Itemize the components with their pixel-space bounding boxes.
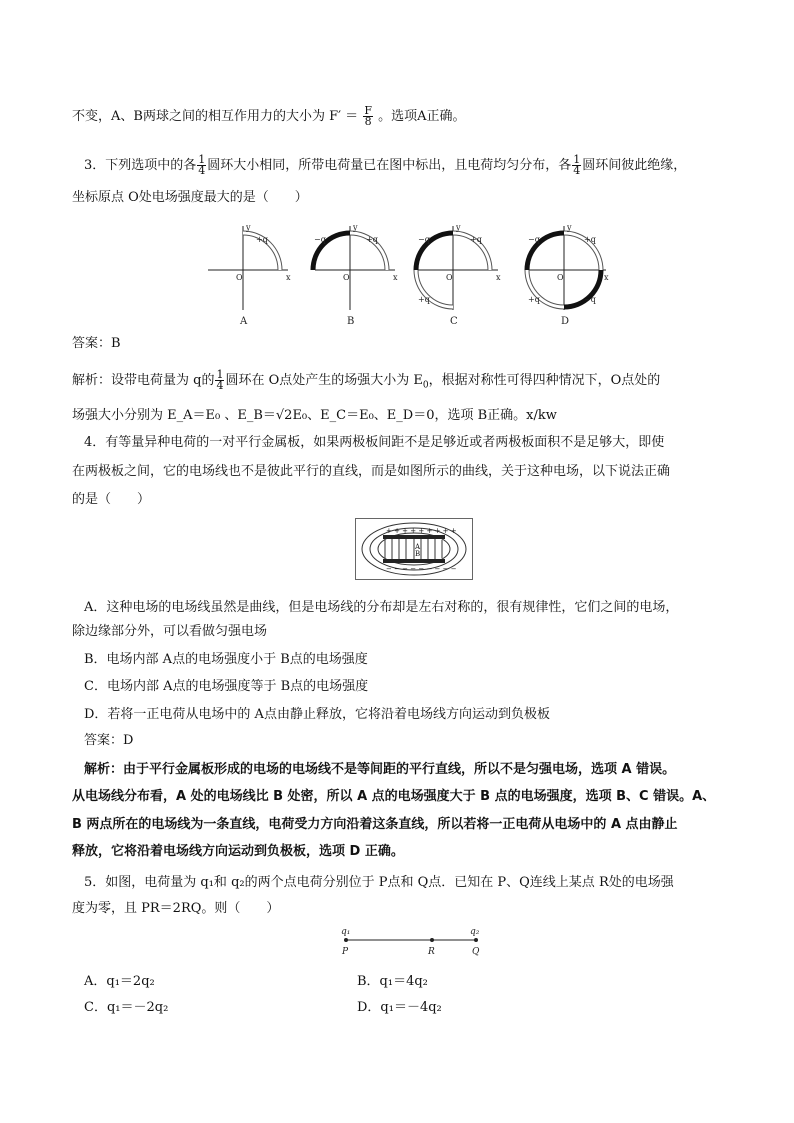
origin-label: O	[236, 273, 243, 282]
q3-text-b: 圆环大小相同，所带电荷量已在图中标出，且电荷均匀分布，各	[207, 158, 572, 173]
charge-label: +q	[528, 295, 540, 304]
charge-label: +q	[418, 295, 430, 304]
q3-stem-line2: 坐标原点 O处电场强度最大的是（ ）	[72, 190, 308, 205]
axis-y-label: y	[353, 223, 358, 232]
q2-text-after: 。选项A正确。	[378, 109, 466, 124]
q3-stem-line1	[84, 155, 686, 176]
charge-q1-label: q₁	[341, 927, 351, 937]
q5-stem-line2: 度为零，且 PR＝2RQ。则（ ）	[72, 901, 280, 916]
q4-answer: 答案：D	[84, 733, 134, 748]
fraction-f-over-8	[363, 106, 373, 127]
origin-label: O	[446, 273, 453, 282]
q3-exp-text-c: ，根据对称性可得四种情况下，O点处的	[428, 373, 661, 388]
charge-label: −q	[584, 295, 596, 304]
q2-conclusion	[72, 106, 466, 127]
q3-exp-text-b: 圆环在 O点处产生的场强大小为 E	[225, 373, 423, 388]
q4-explanation-line3: B 两点所在的电场线为一条直线，电荷受力方向沿着这条直线，所以若将一正电荷从电场中的 A 点由静止	[72, 817, 678, 832]
charge-label: +q	[470, 235, 482, 244]
axis-x-label: x	[393, 273, 398, 282]
q4-stem-line3: 的是（ ）	[72, 492, 151, 507]
frac-den: 4	[198, 164, 206, 177]
frac-num: 1	[198, 153, 206, 166]
figure-label-d: D	[561, 316, 570, 327]
axis-x-label: x	[604, 273, 609, 282]
charge-label: +q	[366, 235, 378, 244]
q3-figure	[200, 218, 620, 330]
svg-text:− − − − − − − − −: − − − − − − − − −	[386, 565, 457, 573]
charge-q2-label: q₂	[470, 927, 480, 937]
option-a-diagram	[208, 226, 288, 310]
frac-den: 4	[573, 164, 581, 177]
frac-num: 1	[573, 153, 581, 166]
point-r-label: R	[428, 947, 435, 957]
q4-stem-line2: 在两极板之间，它的电场线也不是彼此平行的直线，而是如图所示的曲线，关于这种电场，以下说法正确	[72, 464, 671, 479]
origin-label: O	[343, 273, 350, 282]
q5-option-a: A．q₁＝2q₂	[84, 974, 155, 989]
svg-text:+ + + + + + + + +: + + + + + + + + +	[386, 527, 457, 535]
frac-num: F	[364, 104, 372, 117]
fraction-quarter	[197, 155, 206, 176]
q3-text-a: 3．下列选项中的各	[84, 158, 197, 173]
charge-label: −q	[314, 235, 326, 244]
q5-figure	[336, 926, 486, 960]
q4-option-a-line2: 除边缘部分外，可以看做匀强电场	[72, 624, 268, 639]
figure-label-b: B	[347, 316, 355, 327]
fraction-quarter	[215, 370, 224, 391]
q2-text-before: 不变，A、B两球之间的相互作用力的大小为 F′ ＝	[72, 109, 359, 124]
q3-explanation-line1: 解析：设带电荷量为 q的 $\frac{1}{4}$ 圆环在 O点处产生的场强大小为 $E_0$，根据对称性可得四种情况下，O点处的	[72, 368, 661, 392]
axis-y-label: y	[567, 223, 572, 232]
charge-label: −q	[418, 235, 430, 244]
figure-label-c: C	[450, 316, 458, 327]
fraction-quarter	[572, 155, 581, 176]
q3-exp-text-a: 解析：设带电荷量为 q的	[72, 373, 215, 388]
q5-option-c: C．q₁＝－2q₂	[84, 1000, 169, 1015]
q4-explanation-line1: 解析：由于平行金属板形成的电场的电场线不是等间距的平行直线，所以不是匀强电场，选项 A 错误。	[84, 762, 676, 777]
axis-y-label: y	[456, 223, 461, 232]
figure-label-a: A	[240, 316, 248, 327]
charge-label: +q	[584, 235, 596, 244]
q4-explanation-line2: 从电场线分布看，A 处的电场线比 B 处密，所以 A 点的电场强度大于 B 点的电场强度，选项 B、C 错误。A、	[72, 789, 716, 804]
axis-x-label: x	[496, 273, 501, 282]
q4-explanation-line4: 释放，它将沿着电场线方向运动到负极板，选项 D 正确。	[72, 844, 404, 859]
q4-option-a-line1: A．这种电场的电场线虽然是曲线，但是电场线的分布却是左右对称的，很有规律性，它们之间的电场，	[84, 600, 679, 615]
point-q-label: Q	[472, 947, 480, 957]
q4-option-b: B．电场内部 A点的电场强度小于 B点的电场强度	[84, 652, 368, 667]
point-p-label: P	[342, 947, 349, 957]
q3-answer: 答案：B	[72, 336, 121, 351]
frac-den: 4	[216, 379, 224, 392]
q5-option-b: B．q₁＝4q₂	[357, 974, 428, 989]
q3-explanation-line2: 场强大小分别为 E_A＝E₀ 、E_B＝√2E₀、E_C＝E₀、E_D＝0，选项 B正确。x/kw	[72, 408, 557, 423]
q4-stem-line1: 4．有等量异种电荷的一对平行金属板，如果两极板间距不是足够近或者两极板面积不是足够大，即使	[84, 435, 665, 450]
charge-label: +q	[256, 235, 268, 244]
q5-option-d: D．q₁＝－4q₂	[357, 1000, 442, 1015]
q5-stem-line1: 5．如图，电荷量为 q₁和 q₂的两个点电荷分别位于 P点和 Q点．已知在 P、Q连线上某点 R处的电场强	[84, 875, 674, 890]
frac-den: 8	[364, 115, 372, 128]
frac-num: 1	[216, 368, 224, 381]
q4-option-d: D．若将一正电荷从电场中的 A点由静止释放，它将沿着电场线方向运动到负极板	[84, 707, 550, 722]
axis-x-label: x	[286, 273, 291, 282]
q4-field-figure	[355, 518, 473, 580]
point-b-label: B	[415, 550, 421, 558]
origin-label: O	[557, 273, 564, 282]
axis-y-label: y	[246, 223, 251, 232]
q4-option-c: C．电场内部 A点的电场强度等于 B点的电场强度	[84, 679, 369, 694]
q3-text-c: 圆环间彼此绝缘，	[582, 158, 687, 173]
charge-label: −q	[528, 235, 540, 244]
point-a-label: A	[415, 543, 421, 551]
